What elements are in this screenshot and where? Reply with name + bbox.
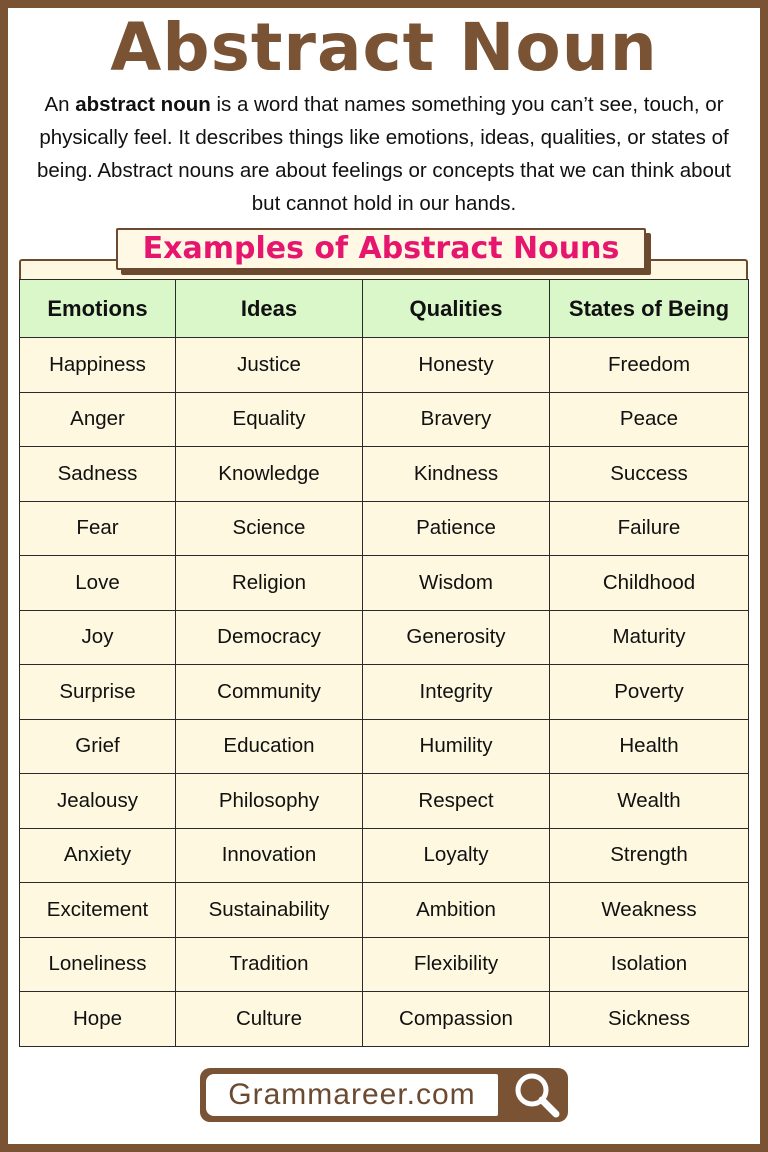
cell-state: Isolation: [550, 937, 749, 992]
table-row: [20, 665, 749, 720]
cell-state: Health: [550, 719, 749, 774]
table-row: [20, 992, 749, 1047]
cell-emotion: Love: [20, 556, 176, 611]
header-emotions: Emotions: [20, 280, 176, 338]
cell-idea: Democracy: [176, 610, 363, 665]
table-row: [20, 883, 749, 938]
footer-brand[interactable]: [200, 1068, 568, 1122]
banner-title: Examples of Abstract Nouns: [116, 228, 646, 270]
cell-quality: Respect: [363, 774, 550, 829]
abstract-nouns-table: [19, 279, 749, 1047]
table-row: [20, 828, 749, 883]
intro-paragraph: [22, 88, 746, 220]
cell-idea: Knowledge: [176, 447, 363, 502]
cell-state: Poverty: [550, 665, 749, 720]
cell-emotion: Happiness: [20, 338, 176, 393]
cell-idea: Culture: [176, 992, 363, 1047]
cell-quality: Generosity: [363, 610, 550, 665]
cell-emotion: Jealousy: [20, 774, 176, 829]
cell-state: Success: [550, 447, 749, 502]
cell-quality: Kindness: [363, 447, 550, 502]
cell-quality: Ambition: [363, 883, 550, 938]
cell-idea: Equality: [176, 392, 363, 447]
cell-idea: Education: [176, 719, 363, 774]
table-header-row: [20, 280, 749, 338]
cell-state: Strength: [550, 828, 749, 883]
table-row: [20, 556, 749, 611]
cell-idea: Justice: [176, 338, 363, 393]
page: [8, 8, 760, 1144]
cell-state: Weakness: [550, 883, 749, 938]
table-row: [20, 937, 749, 992]
header-ideas: Ideas: [176, 280, 363, 338]
cell-emotion: Anger: [20, 392, 176, 447]
intro-prefix: An: [44, 93, 76, 116]
intro-term: abstract noun: [75, 93, 211, 116]
cell-idea: Religion: [176, 556, 363, 611]
cell-idea: Sustainability: [176, 883, 363, 938]
cell-emotion: Anxiety: [20, 828, 176, 883]
cell-quality: Bravery: [363, 392, 550, 447]
cell-emotion: Loneliness: [20, 937, 176, 992]
cell-quality: Flexibility: [363, 937, 550, 992]
cell-state: Peace: [550, 392, 749, 447]
table-row: [20, 501, 749, 556]
cell-emotion: Fear: [20, 501, 176, 556]
cell-quality: Honesty: [363, 338, 550, 393]
cell-quality: Wisdom: [363, 556, 550, 611]
cell-quality: Loyalty: [363, 828, 550, 883]
cell-quality: Patience: [363, 501, 550, 556]
table-row: [20, 774, 749, 829]
cell-emotion: Sadness: [20, 447, 176, 502]
cell-idea: Tradition: [176, 937, 363, 992]
cell-emotion: Surprise: [20, 665, 176, 720]
cell-state: Freedom: [550, 338, 749, 393]
header-qualities: Qualities: [363, 280, 550, 338]
cell-state: Wealth: [550, 774, 749, 829]
cell-state: Childhood: [550, 556, 749, 611]
cell-emotion: Hope: [20, 992, 176, 1047]
cell-emotion: Grief: [20, 719, 176, 774]
table-row: [20, 447, 749, 502]
search-icon: [508, 1068, 564, 1122]
table-row: [20, 392, 749, 447]
cell-emotion: Joy: [20, 610, 176, 665]
cell-quality: Humility: [363, 719, 550, 774]
cell-emotion: Excitement: [20, 883, 176, 938]
intro-rest: is a word that names something you can’t see, touch, or physically feel. It describes things like emotions, ideas, qualities, or states of being. Abstract nouns are about feelings or concepts that we can think about but cannot hold in our hands.: [36, 93, 732, 215]
cell-idea: Science: [176, 501, 363, 556]
header-states-of-being: States of Being: [550, 280, 749, 338]
cell-idea: Philosophy: [176, 774, 363, 829]
cell-state: Failure: [550, 501, 749, 556]
table-row: [20, 338, 749, 393]
cell-quality: Integrity: [363, 665, 550, 720]
examples-banner: [116, 228, 646, 270]
site-name: Grammareer.com: [206, 1074, 498, 1116]
cell-idea: Community: [176, 665, 363, 720]
cell-quality: Compassion: [363, 992, 550, 1047]
cell-idea: Innovation: [176, 828, 363, 883]
table-row: [20, 719, 749, 774]
page-title: Abstract Noun: [110, 9, 658, 86]
cell-state: Maturity: [550, 610, 749, 665]
table-row: [20, 610, 749, 665]
cell-state: Sickness: [550, 992, 749, 1047]
